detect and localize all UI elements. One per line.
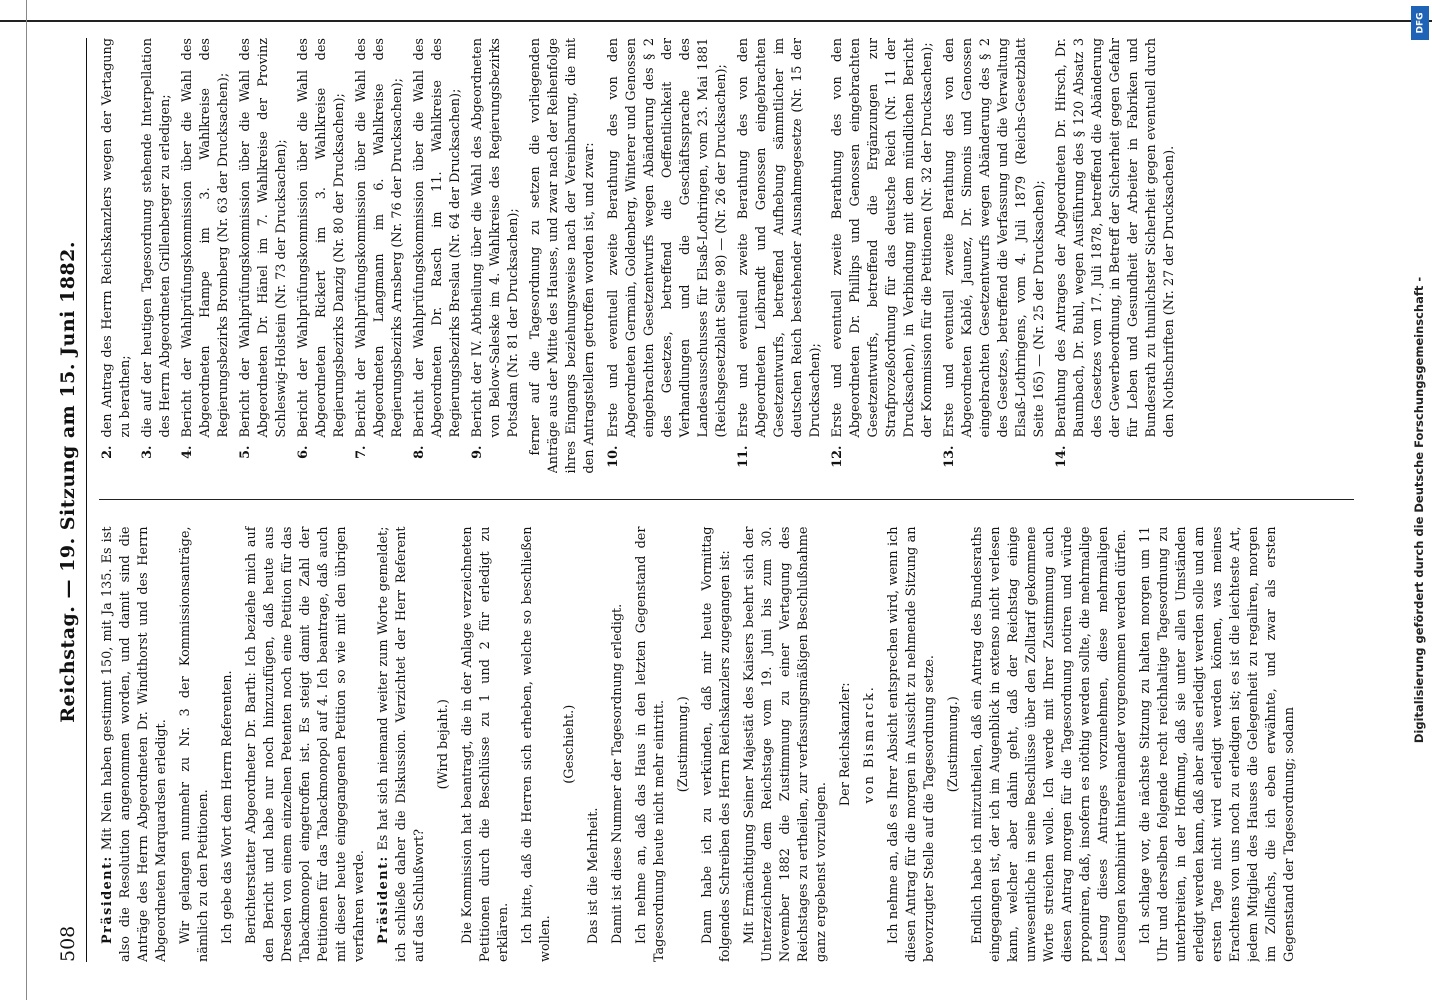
agenda-item-number: 12. (830, 445, 845, 468)
agenda-item-text: Erste und eventuell zweite Berathung des von den Abgeordneten Kablé, Jaunez, Dr. Simonis und Genossen eingebrachten Gesetzentwurfs wegen Abänderung des § 2 des Gesetzes, betreffend die Verfassung und die Verwaltung Elsaß-Lothringens, vom 4. Juli 1879 (Reichs-Gesetzblatt Seite 165) — (Nr. 25 der Drucksachen); (942, 38, 1047, 438)
agenda-item-number: 4. (180, 445, 195, 459)
interjection: (Zustimmung.) (676, 696, 691, 793)
left-column (99, 527, 1354, 963)
column-divider (99, 500, 1354, 501)
paragraph: Ich nehme an, daß das Haus in den letzten Gegenstand der Tagesordnung heute nicht mehr eintritt. (634, 526, 667, 962)
right-column (99, 38, 1354, 474)
paragraph: Das ist die Mehrheit. (586, 807, 601, 944)
agenda-item-number: 3. (140, 445, 155, 459)
agenda-item (829, 38, 937, 474)
digitization-note (1407, 20, 1431, 1000)
agenda-item-text: Erste und eventuell zweite Berathung des von den Abgeordneten Leibrandt und Genossen eingebrachten Gesetzentwurfs, betreffend Aufhebung sämmtlicher im deutschen Reich bestehender Ausnahmegesetze (Nr. 15 der Drucksachen); (736, 38, 823, 438)
agenda-item (605, 38, 731, 474)
agenda-item-text: die auf der heutigen Tagesordnung stehende Interpellation des Herrn Abgeordneten Grillenberger zu erledigen; (140, 38, 173, 438)
agenda-item-text: Bericht der Wahlprüfungskommission über die Wahl des Abgeordneten Langmann im 6. Wahlkreise des Regierungsbezirks Arnsberg (Nr. 76 der Drucksachen); (354, 38, 405, 438)
paragraph (99, 527, 171, 963)
interjection: (Wird bejaht.) (436, 699, 451, 790)
digitization-note-text: Digitalisierung gefördert durch die Deutsche Forschungsgemeinschaft - (1412, 276, 1426, 744)
page-header (56, 38, 87, 962)
agenda-item-number: 11. (736, 445, 751, 468)
paragraph: Damit ist diese Nummer der Tagesordnung erledigt. (610, 603, 625, 944)
agenda-item-text: Bericht der Wahlprüfungskommission über die Wahl des Abgeordneten Dr. Rasch im 11. Wahlkreise des Regierungsbezirks Breslau (Nr. 64 der Drucksachen); (412, 38, 463, 438)
paragraph: Berichterstatter Abgeordneter Dr. Barth: Ich beziehe mich auf den Bericht und habe nur noch hinzuzufügen, daß heute aus Dresden von einem einzelnen Petenten noch eine Petition für das Tabackmonopol eingetroffen ist. Es steigt damit die Zahl der Petitionen für das Tabackmonopol auf 4. Ich beantrage, daß auch mit dieser heute eingegangenen Petition so wie mit den übrigen verfahren werde. (244, 526, 367, 962)
agenda-item-number: 7. (354, 445, 369, 459)
agenda-item (941, 38, 1049, 474)
paragraph: Wir gelangen nunmehr zu Nr. 3 der Kommissionsanträge, nämlich zu den Petitionen. (178, 526, 211, 962)
interjection: (Geschieht.) (562, 704, 577, 784)
paragraph: Ich schlage vor, die nächste Sitzung zu halten morgen um 11 Uhr und derselben folgende recht reichhaltige Tagesordnung zu unterbreiten, in der Hoffnung, daß sie unter allen Umständen erledigt werden kann, daß aber alles erledigt werden solle und am ersten Tage nicht wird erledigt werden können, was meines Erachtens von uns noch zu erledigen ist; es ist die leichteste Art, jedem Mitglied des Hauses die Gelegenheit zu regaliren, morgen im Zollfachs, die ich eben erwähnte, und zwar als ersten Gegenstand der Tagesordnung; sodann (1138, 526, 1297, 962)
agenda-item (99, 38, 135, 474)
agenda-list (99, 38, 523, 474)
agenda-item-number: 5. (238, 445, 253, 459)
agenda-item (469, 38, 523, 474)
paragraph: Ich bitte, daß die Herren sich erheben, welche so beschließen wollen. (520, 526, 553, 962)
agenda-item (411, 38, 465, 474)
agenda-item-text: den Antrag des Herrn Reichskanzlers wegen der Vertagung zu berathen; (100, 38, 133, 438)
page-number: 508 (57, 925, 79, 962)
speaker-label: Präsident: (376, 855, 391, 944)
dfg-logo (1411, 6, 1429, 40)
scan-left-edge (0, 0, 27, 1000)
quoted-letter: Mit Ermächtigung Seiner Majestät des Kaisers beehrt sich der Unterzeichnete dem Reichstage vom 19. Juni bis zum 30. November 1882 die Zustimmung zu einer Vertagung des Reichstages zu ertheilen, zur verfassungsmäßigen Beschlußnahme ganz ergebenst vorzulegen. (742, 526, 829, 962)
paragraph-text: Es hat sich niemand weiter zum Worte gemeldet; ich schließe daher die Diskussion. Verzichtet der Herr Referent auf das Schlußwort? (376, 526, 427, 962)
paragraph (375, 527, 429, 963)
agenda-item-number: 9. (470, 445, 485, 459)
agenda-item-text: Erste und eventuell zweite Berathung des von den Abgeordneten Germain, Goldenberg, Winterer und Genossen eingebrachten Gesetzentwurfs wegen Abänderung des § 2 des Gesetzes, betreffend die Oeffentlichkeit der Verhandlungen und die Geschäftssprache des Landesausschusses für Elsaß-Lothringen, vom 23. Mai 1881 (Reichsgesetzblatt Seite 98) — (Nr. 26 der Drucksachen); (606, 38, 729, 438)
agenda-item (353, 38, 407, 474)
paragraph: Dann habe ich zu verkünden, daß mir heute Vormittag folgendes Schreiben des Herrn Reichskanzlers zugegangen ist: (700, 526, 733, 962)
paragraph: Endlich habe ich mitzutheilen, daß ein Antrag des Bundesraths eingegangen ist, der ich im Augenblick in extenso nicht verlesen kann, welcher aber dahin geht, daß der Reichstag einige unwesentliche in seine Beschlüsse über den Zolltarif gekommene Worte streichen wolle. Ich werde mit Ihrer Zustimmung auch diesen Antrag morgen für die Tagesordnung notiren und würde proponiren, daß, insofern es nöthig werden sollte, die mehrmalige Lesung dieses Antrages vorzunehmen, diese mehrmaligen Lesungen kombinirt hintereinander vorgenommen werden dürfen. (970, 526, 1129, 962)
agenda-item (295, 38, 349, 474)
agenda-item-number: 13. (942, 445, 957, 468)
page-title: Reichstag. — 19. Sitzung am 15. Juni 1882. (57, 241, 79, 723)
signature-name: von Bismarck. (862, 685, 877, 804)
agenda-item-number: 6. (296, 445, 311, 459)
signature-title: Der Reichskanzler: (838, 682, 853, 807)
agenda-item-text: Berathung des Antrages der Abgeordneten Dr. Hirsch, Dr. Baumbach, Dr. Buhl, wegen Ausführung des § 120 Absatz 3 des Gesetzes vom 17. Juli 1878, betreffend die Abänderung der Gewerbeordnung, in Betreff der Sicherheit gegen Gefahr für Leben und Gesundheit der Arbeiter in Fabriken und Bundesrath zu thunlichster Sicherheit gegen eventuell durch den Nothschriften (Nr. 27 der Drucksachen). (1054, 38, 1177, 438)
agenda-item-number: 8. (412, 445, 427, 459)
agenda-item-text: Bericht der Wahlprüfungskommission über die Wahl des Abgeordneten Rickert im 3. Wahlkreise des Regierungsbezirks Danzig (Nr. 80 der Drucksachen); (296, 38, 347, 438)
agenda-item (237, 38, 291, 474)
agenda-item-number: 2. (100, 445, 115, 459)
paragraph: Die Kommission hat beantragt, die in der Anlage verzeichneten Petitionen durch die Beschlüsse zu 1 und 2 für erledigt zu erklären. (460, 526, 511, 962)
paragraph: ferner auf die Tagesordnung zu setzen die vorliegenden Anträge aus der Mitte des Hauses, und zwar nach der Reihenfolge ihres Eingangs beziehungsweise nach der Vereinbarung, die mit den Antragstellern getroffen worden ist, und zwar: (528, 38, 597, 474)
interjection: (Zustimmung.) (946, 696, 961, 793)
paragraph: Ich nehme an, daß es Ihrer Absicht entsprechen wird, wenn ich diesen Antrag für die morgen in Aussicht zu nehmende Sitzung an bevorzugter Stelle auf die Tagesordnung setze. (886, 526, 937, 962)
document-page (46, 20, 1386, 980)
agenda-item-text: Erste und eventuell zweite Berathung des von den Abgeordneten Dr. Phillips und Genossen eingebrachten Gesetzentwurfs, betreffend die Ergänzungen zur Strafprozeßordnung für das deutsche Reich (Nr. 11 der Drucksachen), in Verbindung mit dem mündlichen Bericht der Kommission für die Petitionen (Nr. 32 der Drucksachen); (830, 38, 935, 438)
agenda-item-number: 14. (1054, 445, 1069, 468)
agenda-item (179, 38, 233, 474)
agenda-item (1053, 38, 1179, 474)
agenda-item-text: Bericht der IV. Abtheilung über die Wahl des Abgeordneten von Below-Saleske im 4. Wahlkreise des Regierungsbezirks Potsdam (Nr. 81 der Drucksachen); (470, 38, 521, 438)
agenda-item-number: 10. (606, 445, 621, 468)
paragraph-text: Mit Nein haben gestimmt 150, mit Ja 135. Es ist also die Resolution angenommen worden, und damit sind die Anträge des Herrn Abgeordneten Dr. Windthorst und des Herrn Abgeordneten Marquardsen erledigt. (100, 526, 169, 962)
agenda-item-text: Bericht der Wahlprüfungskommission über die Wahl des Abgeordneten Hampe im 3. Wahlkreise des Regierungsbezirks Bromberg (Nr. 63 der Drucksachen); (180, 38, 231, 438)
paragraph: Ich gebe das Wort dem Herrn Referenten. (220, 670, 235, 944)
text-columns (99, 38, 1354, 962)
speaker-label: Präsident: (100, 855, 115, 944)
scan-top-edge (0, 0, 1432, 22)
agenda-item-text: Bericht der Wahlprüfungskommission über die Wahl des Abgeordneten Dr. Hänel im 7. Wahlkreise der Provinz Schleswig-Holstein (Nr. 73 der Drucksachen); (238, 38, 289, 438)
agenda-list (605, 38, 1179, 474)
dfg-logo-text: DFG (1415, 12, 1426, 34)
agenda-item (735, 38, 825, 474)
agenda-item (139, 38, 175, 474)
